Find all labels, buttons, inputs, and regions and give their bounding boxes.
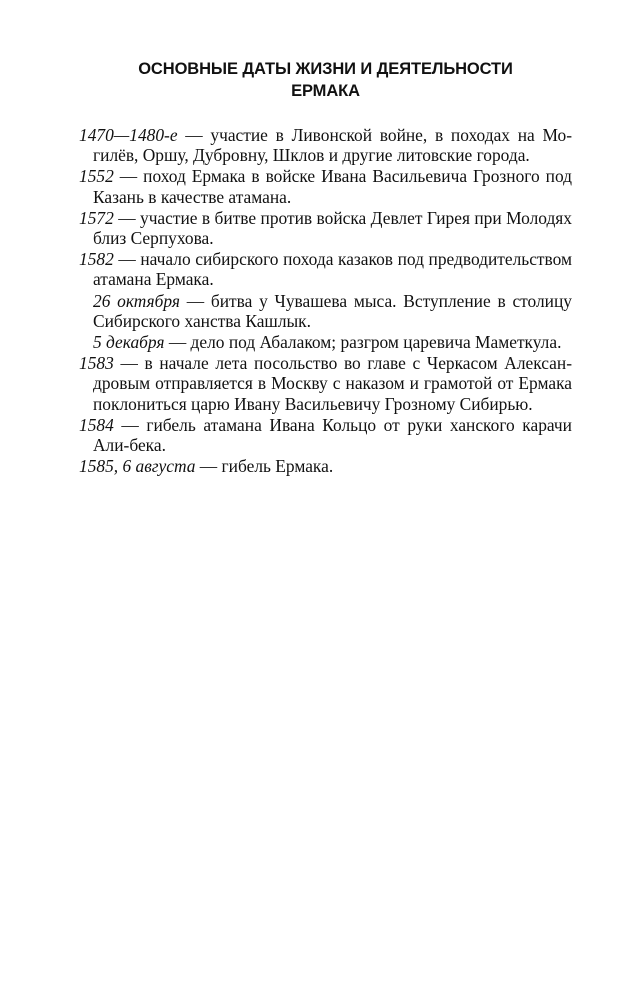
entry-date: 26 октября [93, 290, 180, 311]
entry-date: 1585, 6 августа [79, 456, 196, 477]
entry-date: 1470—1480-е [79, 125, 178, 145]
page-title [79, 58, 572, 102]
chronology-entry [79, 166, 572, 206]
chronology-subentry [79, 291, 572, 331]
chronology-entry [79, 208, 572, 248]
entry-text: — дело под Абалаком; разгром царевича Маметкула. [164, 332, 562, 353]
document-page [79, 58, 572, 477]
entry-text: — начало сибирского похода казаков под предводительством атамана Ермака. [93, 249, 572, 290]
entry-text: — гибель Ермака. [195, 456, 334, 477]
entry-date: 1582 [79, 249, 114, 270]
entry-text: — участие в Ливонской войне, в походах на Могилёв, Оршу, Дубровну, Шклов и другие литовские города. [93, 125, 572, 166]
entry-date: 1584 [79, 414, 114, 435]
chronology-entry [79, 415, 572, 455]
entry-text: — в начале лета посольство во главе с Черкасом Александровым отправляется в Москву с наказом и грамотой от Ермака поклониться царю Ивану Васильевичу Грозному Сибирью. [93, 353, 572, 414]
title-line-2: ЕРМАКА [291, 82, 360, 100]
chronology-subentry [79, 332, 572, 352]
entry-text: — поход Ермака в войске Ивана Васильевича Грозного под Казань в качестве атамана. [93, 166, 572, 207]
chronology-entry [79, 125, 572, 165]
chronology-entry [79, 456, 572, 476]
entry-date: 1552 [79, 166, 114, 187]
title-line-1: ОСНОВНЫЕ ДАТЫ ЖИЗНИ И ДЕЯТЕЛЬНОСТИ [138, 60, 513, 78]
chronology-entry [79, 249, 572, 289]
entry-text: — гибель атамана Ивана Кольцо от руки ханского карачи Али-бека. [93, 414, 572, 456]
entry-date: 1572 [79, 207, 114, 228]
entry-date: 1583 [79, 353, 114, 374]
chronology-entry [79, 353, 572, 414]
chronology-list [79, 125, 572, 476]
entry-text: — участие в битве против войска Девлет Гирея при Молодях близ Серпухова. [93, 207, 572, 249]
entry-date: 5 декабря [93, 332, 165, 353]
entry-text: — битва у Чувашева мыса. Вступление в столицу Сибирского ханства Кашлык. [93, 290, 572, 331]
